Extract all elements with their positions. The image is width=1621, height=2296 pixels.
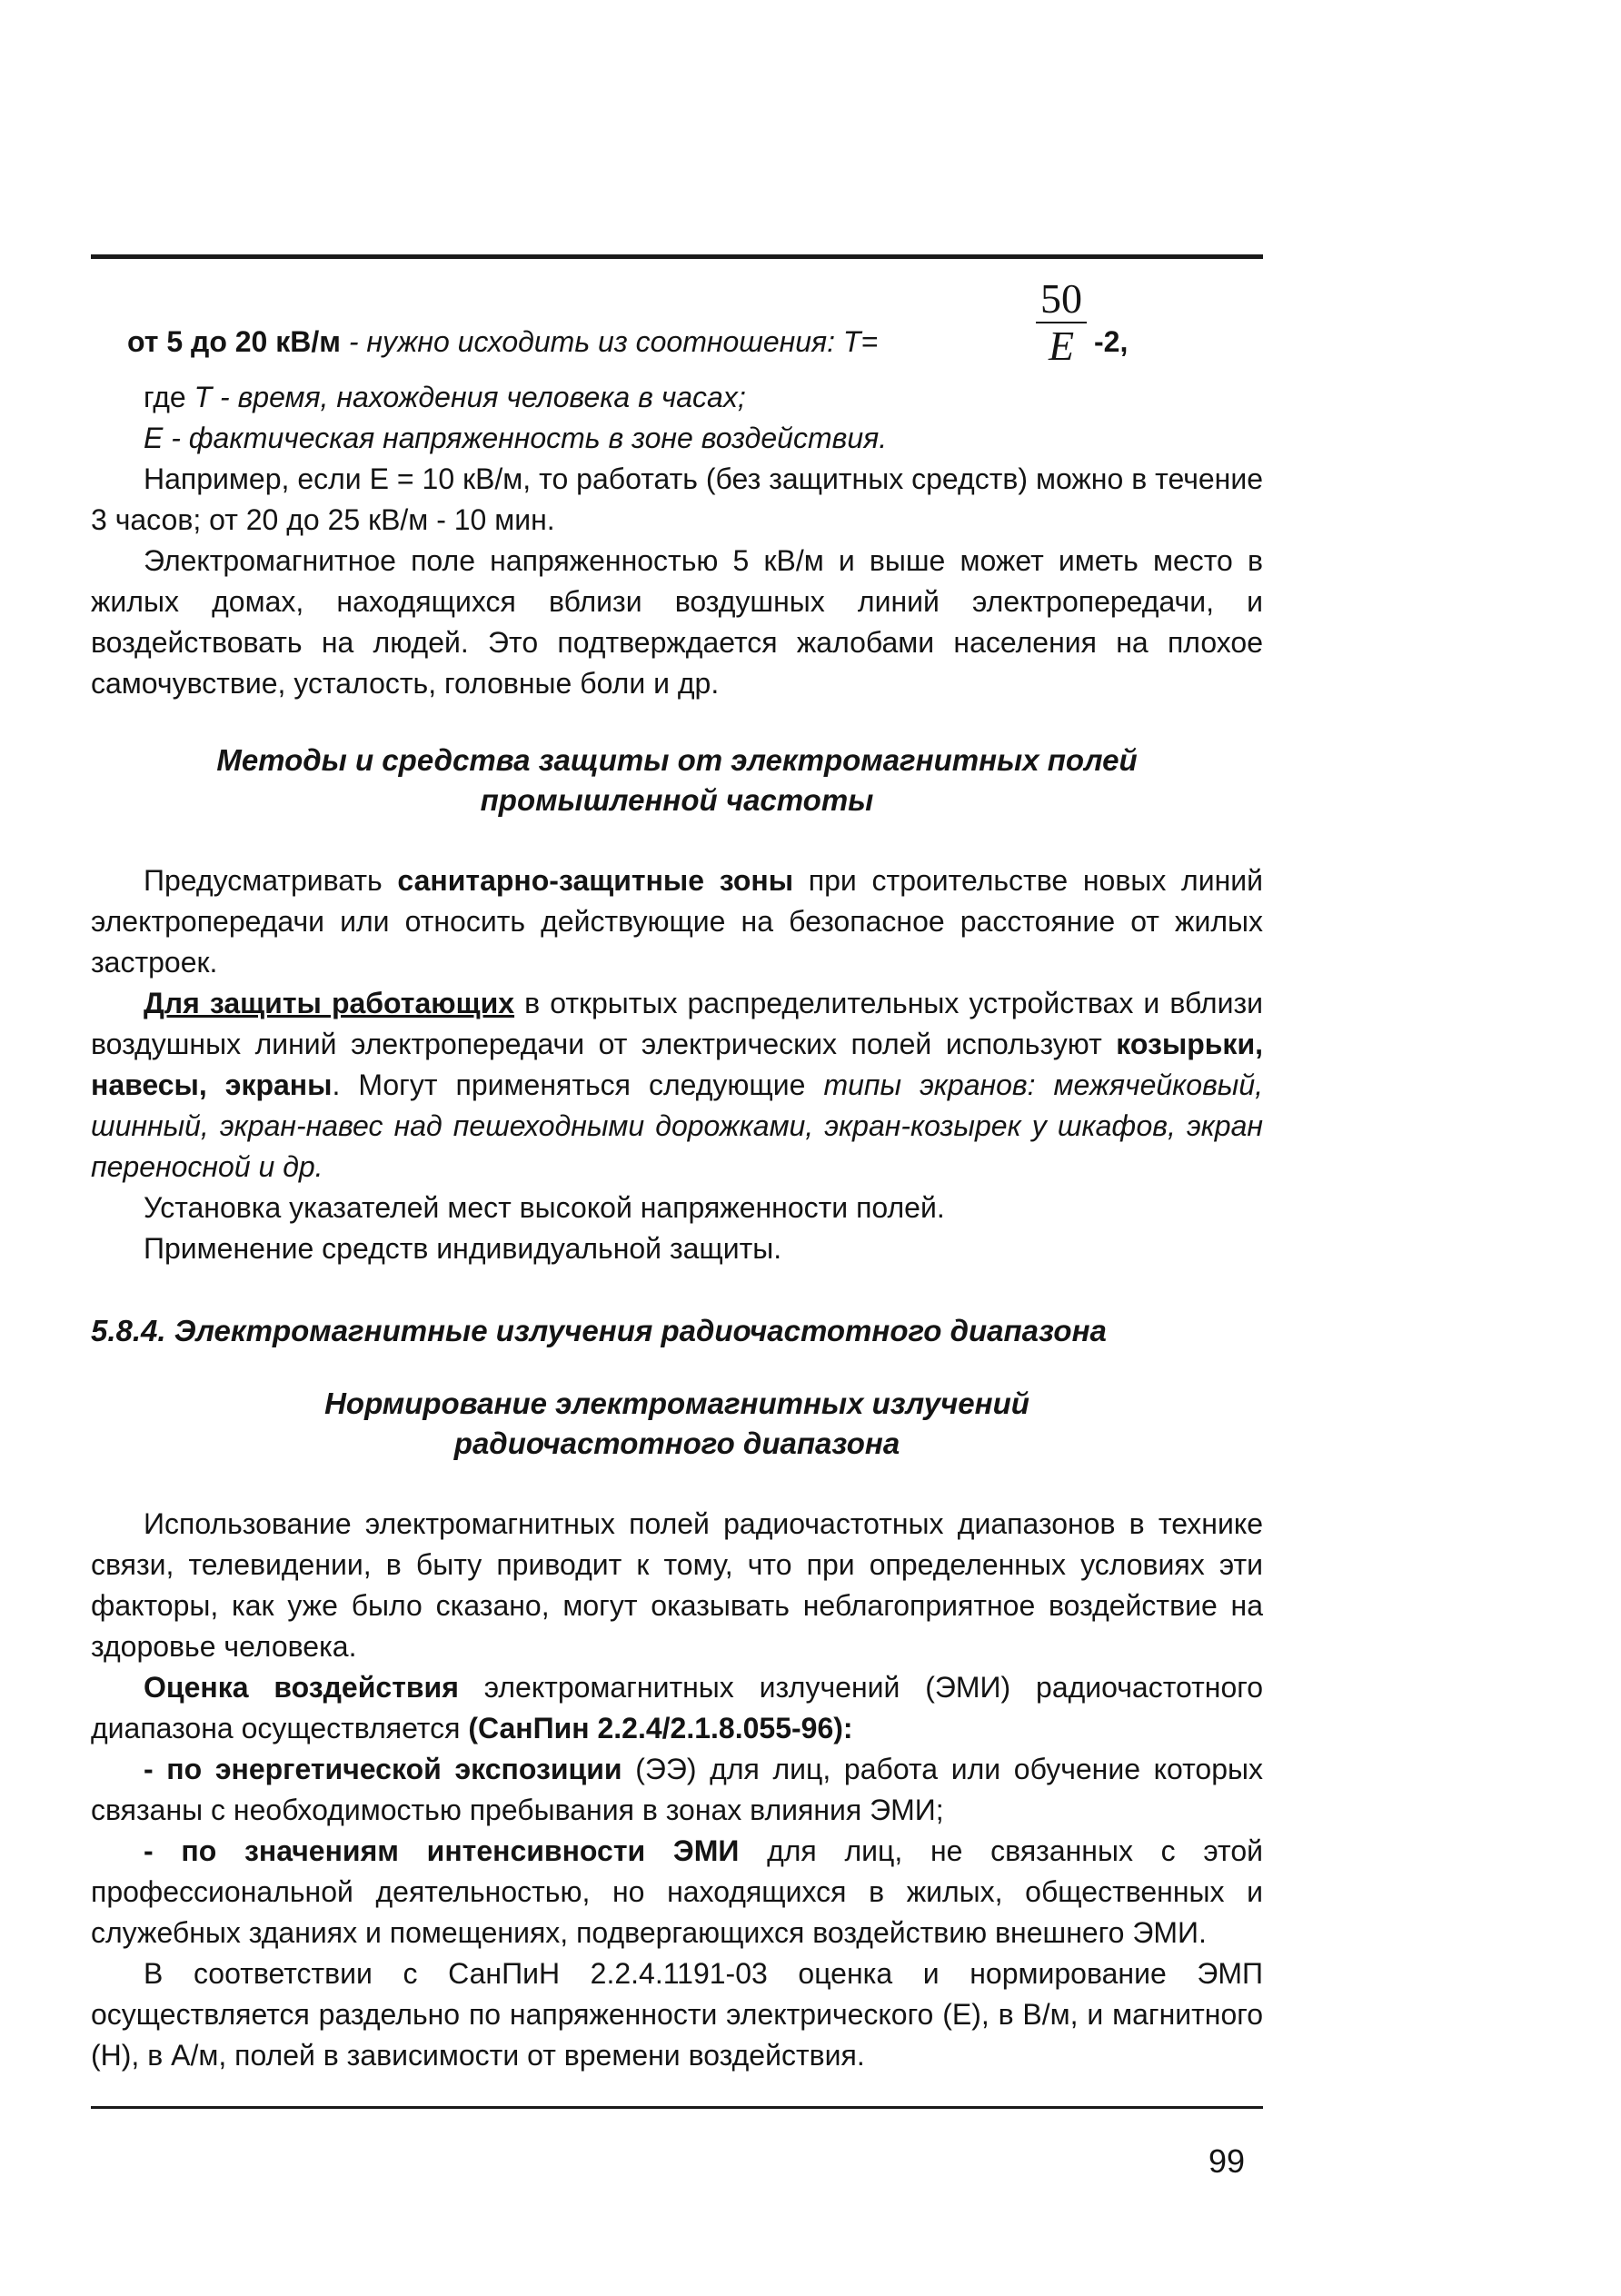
fraction-denominator: E bbox=[1048, 323, 1075, 369]
paragraph-sanpin: В соответствии с СанПиН 2.2.4.1191-03 оценка и нормирование ЭМП осуществляется раздельно по напряженности электрического (Е), в В/м, и магнитного (Н), в А/м, полей в зависимости от времени воздействия. bbox=[91, 1957, 1263, 2072]
definition-e: E - фактическая напряженность в зоне воздействия. bbox=[144, 422, 888, 454]
formula-tail: -2, bbox=[1094, 325, 1129, 358]
bottom-rule bbox=[91, 2106, 1263, 2109]
paragraph-indicators: Установка указателей мест высокой напряженности полей. bbox=[144, 1191, 945, 1224]
paragraph-rf-assessment: Оценка воздействия электромагнитных излучений (ЭМИ) радиочастотного диапазона осуществляется (СанПин 2.2.4/2.1.8.055-96): bbox=[91, 1671, 1264, 1744]
paragraph-homes: Электромагнитное поле напряженностью 5 кВ/м и выше может иметь место в жилых домах, находящихся вблизи воздушных линий электропередачи, и воздействовать на людей. Это подтверждается жалобами населения на плохое самочувствие, усталость, головные боли и др. bbox=[91, 544, 1263, 700]
heading-protection-methods: Методы и средства защиты от электромагнитных полей промышленной частоты bbox=[216, 743, 1138, 817]
page-number: 99 bbox=[1208, 2142, 1246, 2180]
paragraph-rf-usage: Использование электромагнитных полей радиочастотных диапазонов в технике связи, телевидении, в быту приводит к тому, что при определенных условиях эти факторы, как уже было сказано, могут оказывать неблагоприятное воздействие на здоровье человека. bbox=[91, 1507, 1263, 1663]
paragraph-intensity: - по значениям интенсивности ЭМИ для лиц, не связанных с этой профессиональной деятельностью, но находящихся в жилых, общественных и служебных зданиях и помещениях, подвергающихся воздействию внешнего ЭМИ. bbox=[91, 1834, 1264, 1949]
paragraph-worker-protection: Для защиты работающих в открытых распределительных устройствах и вблизи воздушных линий электропередачи от электрических полей используют козырьки, навесы, экраны. Могут применяться следующие типы экранов: межячейковый, шинный, экран-навес над пешеходными дорожками, экран-козырек у шкафов, экран переносной и др. bbox=[91, 987, 1264, 1183]
page-content bbox=[91, 273, 1263, 2076]
formula-lead: от 5 до 20 кВ/м - нужно исходить из соотношения: T= bbox=[127, 325, 879, 358]
document-page bbox=[91, 0, 1263, 2296]
paragraph-energy-exposure: - по энергетической экспозиции (ЭЭ) для лиц, работа или обучение которых связаны с необходимостью пребывания в зонах влияния ЭМИ; bbox=[91, 1753, 1264, 1826]
paragraph-personal-protection: Применение средств индивидуальной защиты. bbox=[144, 1232, 782, 1265]
fraction-numerator: 50 bbox=[1036, 276, 1087, 323]
heading-rf-normalization: Нормирование электромагнитных излучений радиочастотного диапазона bbox=[324, 1387, 1029, 1460]
formula-line bbox=[91, 273, 1263, 377]
paragraph-example: Например, если E = 10 кВ/м, то работать (без защитных средств) можно в течение 3 часов; от 20 до 25 кВ/м - 10 мин. bbox=[91, 462, 1263, 536]
definition-t: где T - время, нахождения человека в часах; bbox=[144, 381, 746, 413]
formula-fraction bbox=[1036, 276, 1087, 369]
section-heading: 5.8.4. Электромагнитные излучения радиочастотного диапазона bbox=[91, 1314, 1107, 1347]
top-rule bbox=[91, 254, 1263, 259]
paragraph-sanitary-zones: Предусматривать санитарно-защитные зоны при строительстве новых линий электропередачи или относить действующие на безопасное расстояние от жилых застроек. bbox=[91, 864, 1264, 979]
